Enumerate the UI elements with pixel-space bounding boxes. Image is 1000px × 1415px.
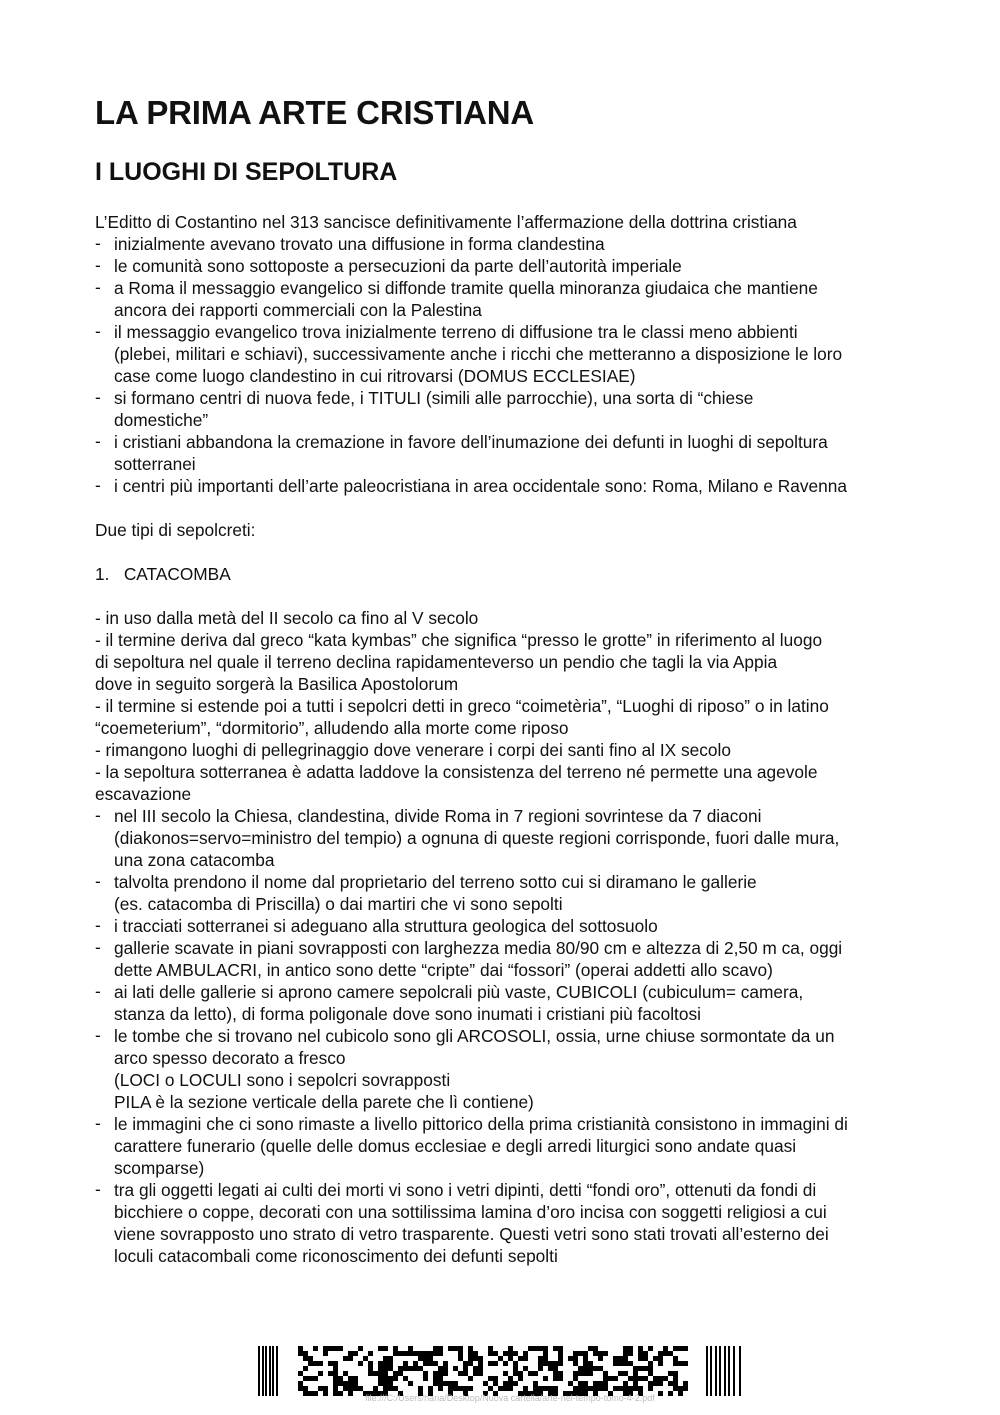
list-item-text: i centri più importanti dell’arte paleocristiana in area occidentale sono: Roma, Milano e Ravenna — [114, 476, 847, 496]
dash-bullet: - — [95, 937, 101, 957]
dash-bullet: - — [95, 475, 101, 495]
list-item-text: il messaggio evangelico trova inizialmente terreno di diffusione tra le classi meno abbienti (plebei, militari e schiavi), successivamente anche i ricchi che metteranno a disposizione le loro case come luogo clandestino in cui ritrovarsi (DOMUS ECCLESIAE) — [114, 322, 843, 386]
document-body — [95, 211, 915, 1267]
list-item — [95, 805, 915, 871]
page-title: LA PRIMA ARTE CRISTIANA — [95, 94, 535, 131]
list-item-text: i cristiani abbandona la cremazione in favore dell’inumazione dei defunti in luoghi di sepoltura sotterranei — [114, 432, 828, 474]
spacer — [95, 541, 915, 563]
list-item — [95, 431, 915, 475]
list-item-text: si formano centri di nuova fede, i TITULI (simili alle parrocchie), una sorta di “chiese domestiche” — [114, 388, 754, 430]
catacomb-list — [95, 805, 915, 1267]
dash-bullet: - — [95, 387, 101, 407]
catacomb-plain-list — [95, 607, 915, 805]
spacer — [95, 585, 915, 607]
dash-bullet: - — [95, 915, 101, 935]
list-item — [95, 981, 915, 1025]
list-item — [95, 387, 915, 431]
list-item-text: a Roma il messaggio evangelico si diffonde tramite quella minoranza giudaica che mantiene ancora dei rapporti commerciali con la Palestina — [114, 278, 818, 320]
dash-bullet: - — [95, 1113, 101, 1133]
list-item-text: ai lati delle gallerie si aprono camere sepolcrali più vaste, CUBICOLI (cubiculum= camera, stanza da letto), di forma poligonale dove sono inumati i cristiani più facoltosi — [114, 982, 804, 1024]
list-item — [95, 871, 915, 915]
list-item-text: nel III secolo la Chiesa, clandestina, divide Roma in 7 regioni sovrintese da 7 diaconi (diakonos=servo=ministro del tempio) a ognuna di queste regioni corrisponde, fuori dalle mura, una zona catacomba — [114, 806, 840, 870]
types-heading: Due tipi di sepolcreti: — [95, 520, 256, 540]
dash-bullet: - — [95, 805, 101, 825]
section-number: 1. — [95, 564, 110, 584]
list-item-text: inizialmente avevano trovato una diffusione in forma clandestina — [114, 234, 605, 254]
intro-paragraph: L’Editto di Costantino nel 313 sancisce definitivamente l’affermazione della dottrina cristiana — [95, 212, 797, 232]
list-item — [95, 1179, 915, 1267]
list-item — [95, 1113, 915, 1179]
dash-bullet: - — [95, 981, 101, 1001]
list-item — [95, 277, 915, 321]
list-item-text: talvolta prendono il nome dal proprietario del terreno sotto cui si diramano le gallerie (es. catacomba di Priscilla) o dai martiri che vi sono sepolti — [114, 872, 757, 914]
section-title: CATACOMBA — [123, 564, 231, 584]
numbered-heading — [95, 563, 915, 585]
dash-bullet: - — [95, 321, 101, 341]
list-item-text: le tombe che si trovano nel cubicolo sono gli ARCOSOLI, ossia, urne chiuse sormontate da un arco spesso decorato a fresco (LOCI o LOCULI sono i sepolcri sovrapposti PILA è la sezione verticale della parete che lì contiene) — [114, 1026, 835, 1112]
dash-bullet: - — [95, 277, 101, 297]
dash-bullet: - — [95, 431, 101, 451]
list-item — [95, 233, 915, 255]
intro-list — [95, 233, 915, 497]
list-item-text: tra gli oggetti legati ai culti dei morti vi sono i vetri dipinti, detti “fondi oro”, ottenuti da fondi di bicchiere o coppe, decorati con una sottilissima lamina d’oro incisa con soggetti religiosi a cui viene sovrapposto uno strato di vetro trasparente. Questi vetri sono stati trovati all’esterno dei loculi catacombali come riconoscimento dei defunti sepolti — [114, 1180, 829, 1266]
spacer — [95, 497, 915, 519]
list-item — [95, 475, 915, 497]
dash-bullet: - — [95, 255, 101, 275]
list-item: - il termine si estende poi a tutti i sepolcri detti in greco “coimetèria”, “Luoghi di riposo” o in latino “coemeterium”, “dormitorio”, alludendo alla morte come riposo — [95, 696, 829, 738]
list-item: - il termine deriva dal greco “kata kymbas” che significa “presso le grotte” in riferimento al luogo di sepoltura nel quale il terreno declina rapidamenteverso un pendio che tagli la via Appia dove in seguito sorgerà la Basilica Apostolorum — [95, 630, 823, 694]
dash-bullet: - — [95, 1179, 101, 1199]
dash-bullet: - — [95, 871, 101, 891]
barcode-image — [258, 1346, 746, 1396]
list-item: - la sepoltura sotterranea è adatta laddove la consistenza del terreno né permette una agevole escavazione — [95, 762, 818, 804]
list-item — [95, 321, 915, 387]
dash-bullet: - — [95, 1025, 101, 1045]
footer-path: file:///C:/Users/hana/Desktop/Nuova cartella/arte-nel-tempo-tomo-4-2.pdf — [365, 1393, 655, 1403]
section-heading: I LUOGHI DI SEPOLTURA — [95, 158, 398, 186]
list-item — [95, 915, 915, 937]
list-item-text: i tracciati sotterranei si adeguano alla struttura geologica del sottosuolo — [114, 916, 658, 936]
list-item — [95, 937, 915, 981]
list-item: - in uso dalla metà del II secolo ca fino al V secolo — [95, 608, 479, 628]
dash-bullet: - — [95, 233, 101, 253]
list-item — [95, 1025, 915, 1113]
list-item-text: gallerie scavate in piani sovrapposti con larghezza media 80/90 cm e altezza di 2,50 m ca, oggi dette AMBULACRI, in antico sono dette “cripte” dai “fossori” (operai addetti allo scavo) — [114, 938, 843, 980]
list-item-text: le immagini che ci sono rimaste a livello pittorico della prima cristianità consistono in immagini di carattere funerario (quelle delle domus ecclesiae e degli arredi liturgici sono andate quasi scomparse) — [114, 1114, 848, 1178]
list-item — [95, 255, 915, 277]
list-item-text: le comunità sono sottoposte a persecuzioni da parte dell’autorità imperiale — [114, 256, 682, 276]
list-item: - rimangono luoghi di pellegrinaggio dove venerare i corpi dei santi fino al IX secolo — [95, 740, 731, 760]
